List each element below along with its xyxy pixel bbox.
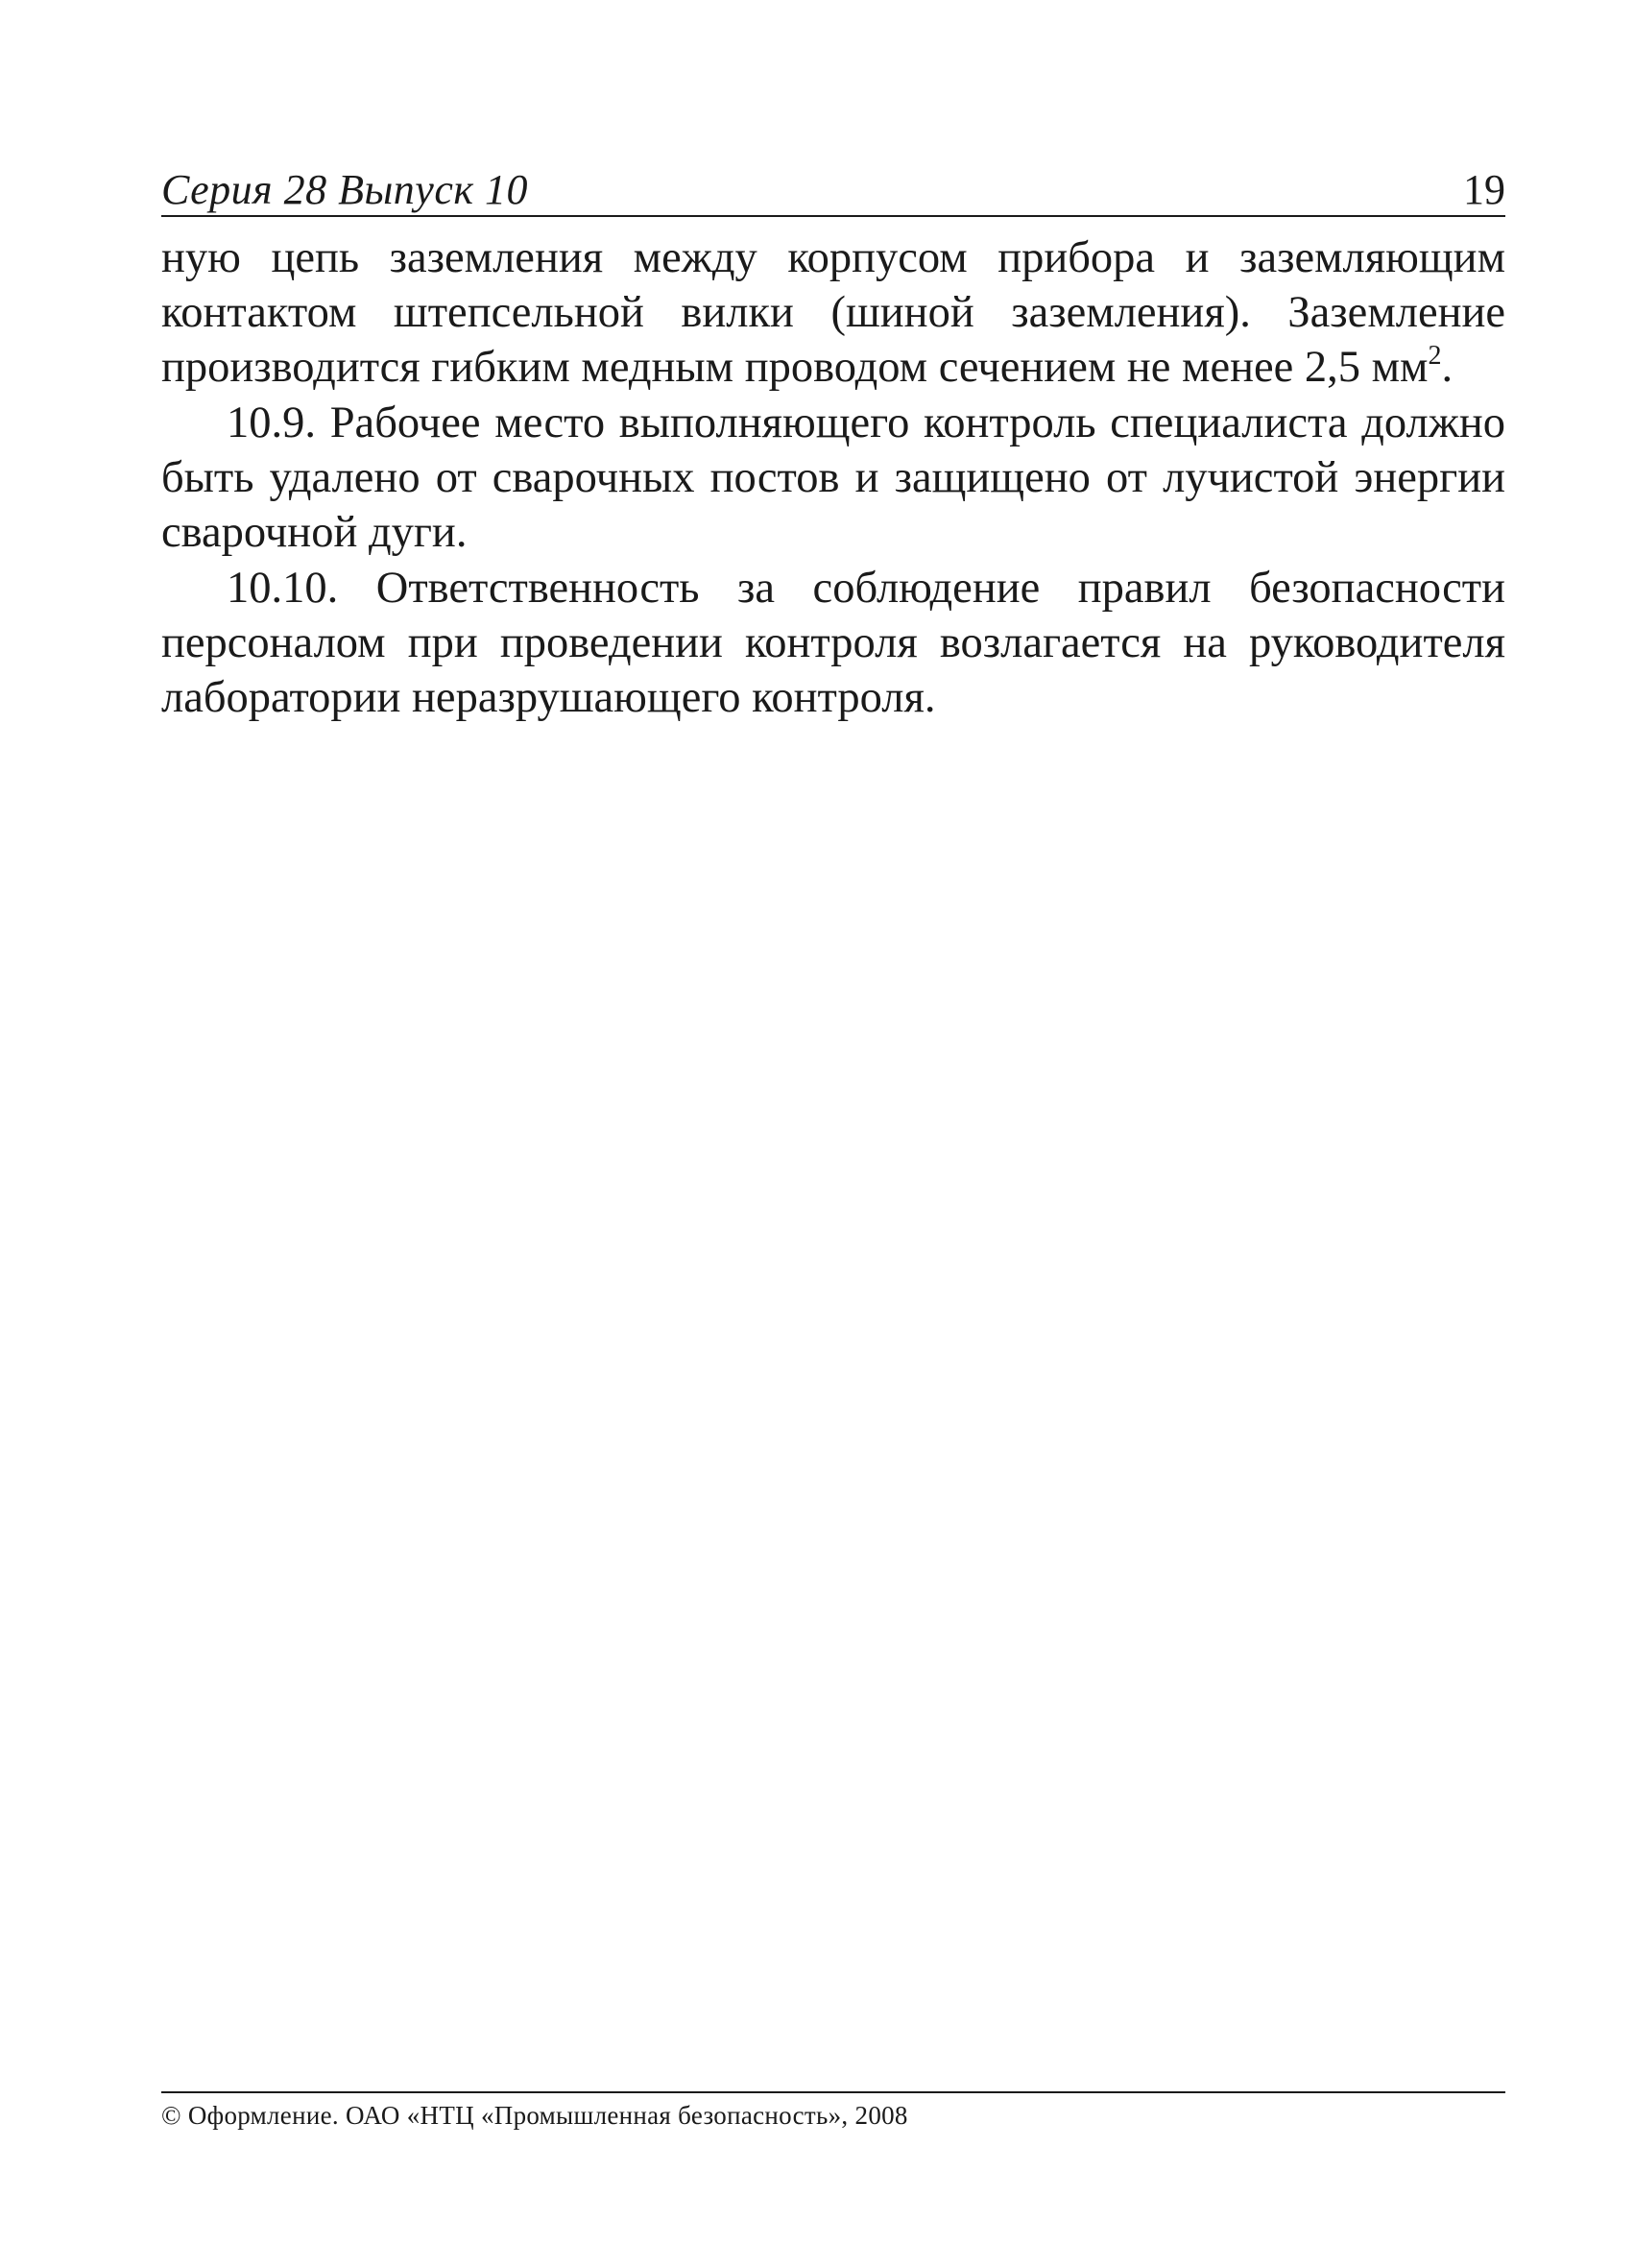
header-divider bbox=[161, 215, 1505, 217]
paragraph-10-9: 10.9. Рабочее место выполняющего контроль специалиста должно быть удалено от сварочных постов и защищено от лучистой энергии сварочной дуги. bbox=[161, 398, 1505, 557]
page-number: 19 bbox=[1463, 166, 1505, 213]
footer-copyright: © Оформление. ОАО «НТЦ «Промышленная безопасность», 2008 bbox=[161, 2101, 908, 2130]
footer-divider bbox=[161, 2091, 1505, 2093]
superscript: 2 bbox=[1428, 341, 1442, 371]
body-text bbox=[161, 230, 1505, 726]
page-header bbox=[161, 163, 1505, 217]
series-title: Серия 28 Выпуск 10 bbox=[161, 166, 528, 213]
paragraph-text: ную цепь заземления между корпусом прибора и заземляющим контактом штепсельной вилки (шиной заземления). Заземление производится гибким медным проводом сечением не менее 2,5 мм bbox=[161, 233, 1505, 392]
paragraph-continuation bbox=[161, 230, 1505, 395]
paragraph-end: . bbox=[1441, 343, 1454, 392]
paragraph-10-10: 10.10. Ответственность за соблюдение правил безопасности персоналом при проведении контроля возлагается на руководителя лаборатории неразрушающего контроля. bbox=[161, 564, 1505, 722]
